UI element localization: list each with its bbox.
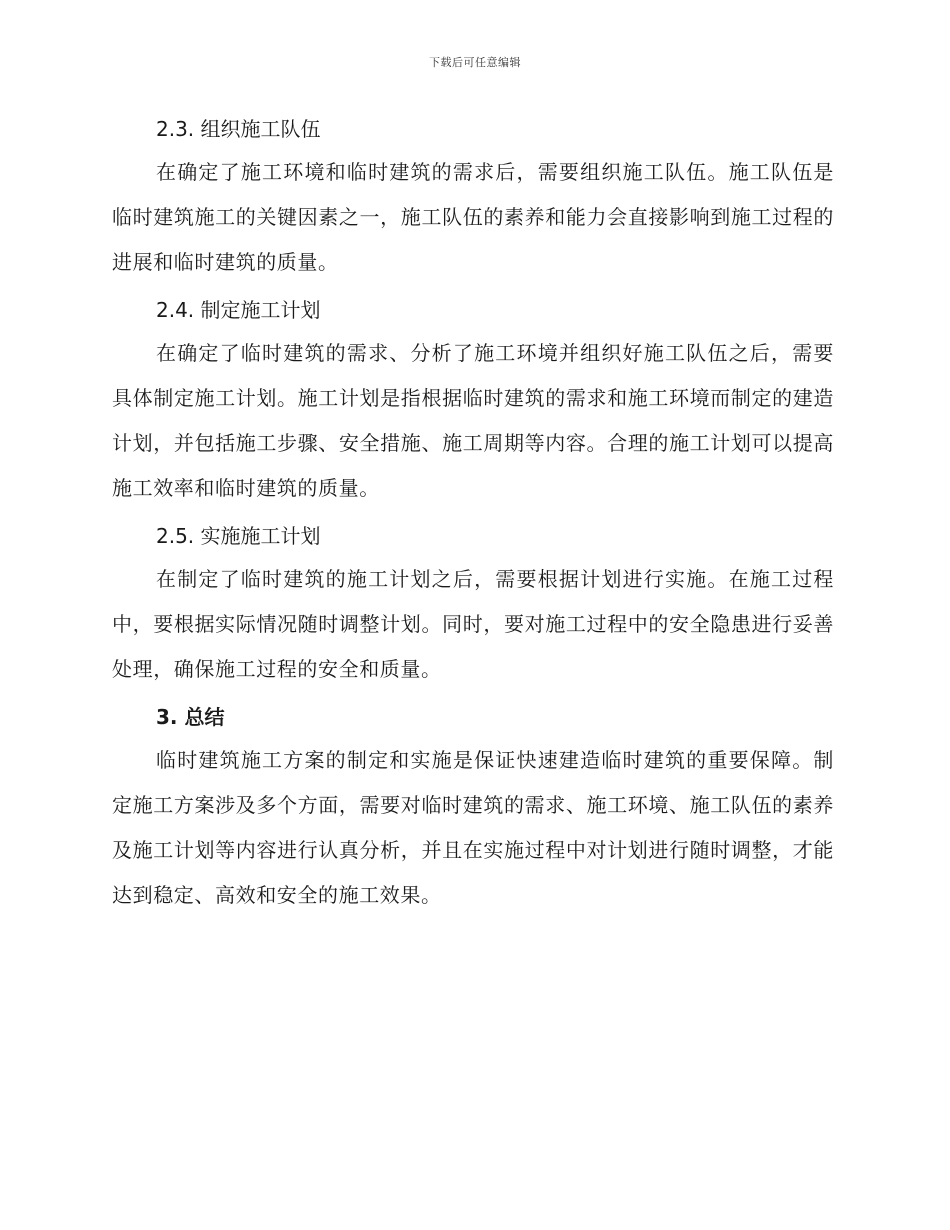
section-paragraph-2-4: 在确定了临时建筑的需求、分析了施工环境并组织好施工队伍之后，需要具体制定施工计划。施工计划是指根据临时建筑的需求和施工环境而制定的建造计划，并包括施工步骤、安全措施、施工周期等内容。合理的施工计划可以提高施工效率和临时建筑的质量。 <box>112 341 834 500</box>
section-heading-2-3: 2.3. 组织施工队伍 <box>156 117 321 141</box>
page-header-note: 下载后可任意编辑 <box>429 56 521 69</box>
section-heading-2-5: 2.5. 实施施工计划 <box>156 524 321 548</box>
document-body <box>112 114 834 928</box>
section-heading-2-4: 2.4. 制定施工计划 <box>156 298 321 322</box>
section-paragraph-2-5: 在制定了临时建筑的施工计划之后，需要根据计划进行实施。在施工过程中，要根据实际情况随时调整计划。同时，要对施工过程中的安全隐患进行妥善处理，确保施工过程的安全和质量。 <box>112 567 834 681</box>
summary-heading: 3. 总结 <box>156 705 225 729</box>
summary-paragraph: 临时建筑施工方案的制定和实施是保证快速建造临时建筑的重要保障。制定施工方案涉及多个方面，需要对临时建筑的需求、施工环境、施工队伍的素养及施工计划等内容进行认真分析，并且在实施过程中对计划进行随时调整，才能达到稳定、高效和安全的施工效果。 <box>112 748 834 907</box>
section-paragraph-2-3: 在确定了施工环境和临时建筑的需求后，需要组织施工队伍。施工队伍是临时建筑施工的关键因素之一，施工队伍的素养和能力会直接影响到施工过程的进展和临时建筑的质量。 <box>112 160 834 274</box>
